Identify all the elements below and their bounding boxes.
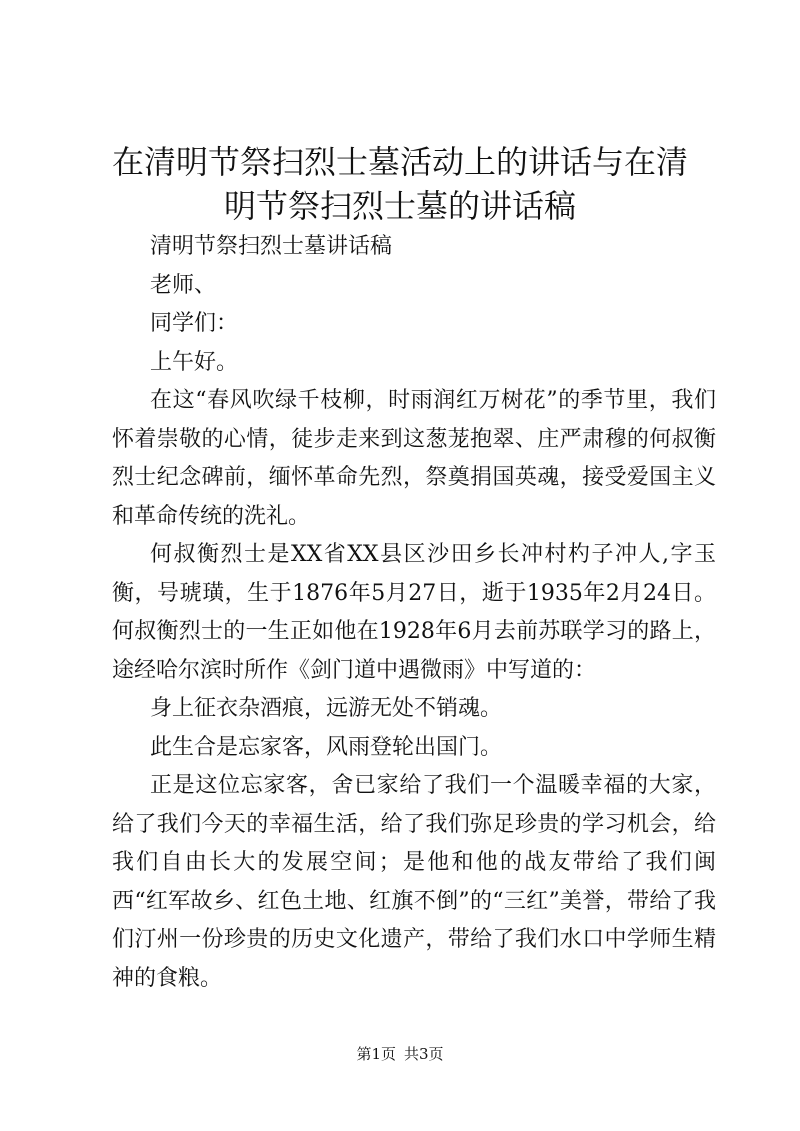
poem-line-1: 身上征衣杂酒痕，远游无处不销魂。 bbox=[150, 696, 503, 721]
page-total: 共3页 bbox=[404, 1045, 444, 1063]
paragraph-salutation-teachers: 老师、 bbox=[150, 272, 217, 298]
poem-line-2: 此生合是忘家客，风雨登轮出国门。 bbox=[150, 734, 503, 760]
page-footer bbox=[0, 1044, 800, 1064]
paragraph-biography: 何叔衡烈士是XX省XX县区沙田乡长冲村杓子冲人,字玉衡，号琥璜，生于1876年5月27日，逝于1935年2月24日。何叔衡烈士的一生正如他在1928年6月去前苏联学习的路上，途经哈尔滨时所作《剑门道中遇微雨》中写道的： bbox=[112, 542, 716, 683]
page-number: 第1页 bbox=[356, 1045, 396, 1063]
paragraph-intro: 在这“春风吹绿千枝柳，时雨润红万树花”的季节里，我们怀着崇敬的心情，徒步走来到这葱茏抱翠、庄严肃穆的何叔衡烈士纪念碑前，缅怀革命先烈，祭奠捐国英魂，接受爱国主义和革命传统的洗礼。 bbox=[112, 388, 716, 529]
paragraph-legacy: 正是这位忘家客，舍已家给了我们一个温暖幸福的大家，给了我们今天的幸福生活，给了我们弥足珍贵的学习机会，给我们自由长大的发展空间；是他和他的战友带给了我们闽西“红军故乡、红色土地、红旗不倒”的“三红”美誉，带给了我们汀州一份珍贵的历史文化遗产，带给了我们水口中学师生精神的食粮。 bbox=[112, 773, 716, 991]
document-body bbox=[112, 228, 716, 998]
paragraph-salutation-students: 同学们： bbox=[150, 311, 239, 336]
paragraph-greeting: 上午好。 bbox=[150, 349, 239, 375]
document-title: 在清明节祭扫烈士墓活动上的讲话与在清明节祭扫烈士墓的讲话稿 bbox=[111, 143, 688, 225]
paragraph-heading: 清明节祭扫烈士墓讲话稿 bbox=[150, 234, 393, 259]
